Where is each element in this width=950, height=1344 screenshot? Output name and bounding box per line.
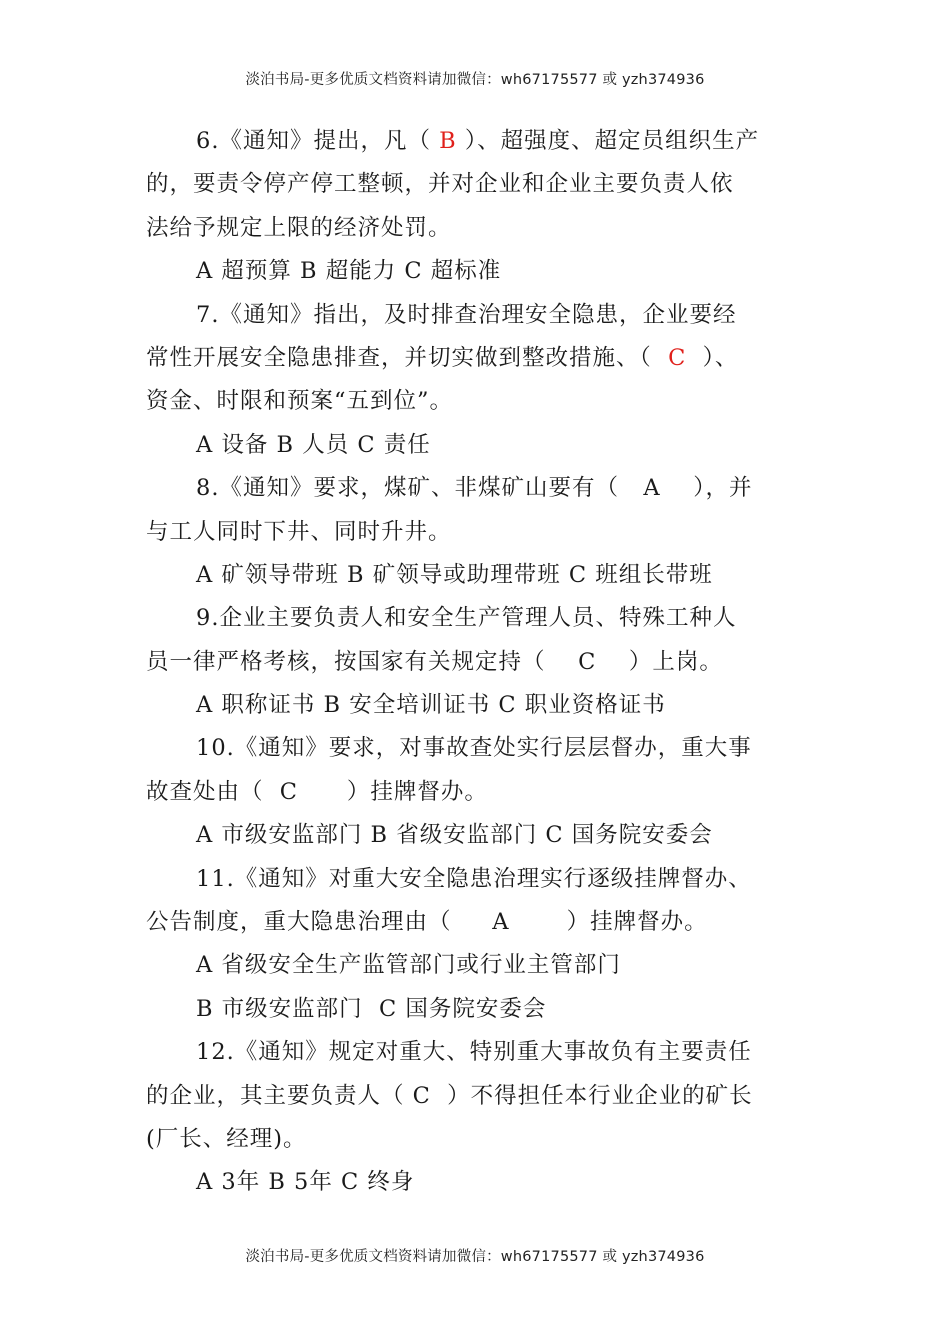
question-6-options: A 超预算 B 超能力 C 超标准: [196, 258, 502, 285]
question-11-line-1: 11.《通知》对重大安全隐患治理实行逐级挂牌督办、: [196, 865, 752, 892]
question-7-line-1: 7.《通知》指出，及时排查治理安全隐患，企业要经: [196, 301, 737, 328]
question-9-line-1: 9.企业主要负责人和安全生产管理人员、特殊工种人: [196, 605, 737, 632]
question-11-options-1: A 省级安全生产监管部门或行业主管部门: [196, 952, 621, 979]
question-11-line-2: 公告制度，重大隐患治理由（ A ）挂牌督办。: [146, 909, 708, 936]
question-12-options: A 3年 B 5年 C 终身: [196, 1169, 415, 1196]
question-10-line-1: 10.《通知》要求，对事故查处实行层层督办，重大事: [196, 735, 752, 762]
question-8-options: A 矿领导带班 B 矿领导或助理带班 C 班组长带班: [196, 561, 713, 588]
question-9-line-2: 员一律严格考核，按国家有关规定持（ C ）上岗。: [146, 648, 723, 675]
question-10-options: A 市级安监部门 B 省级安监部门 C 国务院安委会: [196, 822, 713, 849]
question-6-line-3: 法给予规定上限的经济处罚。: [146, 214, 452, 241]
question-8-line-2: 与工人同时下井、同时升井。: [146, 518, 452, 545]
answer-highlight: B: [439, 128, 457, 154]
question-12-line-1: 12.《通知》规定对重大、特别重大事故负有主要责任: [196, 1039, 752, 1066]
question-10-line-2: 故查处由（ C ）挂牌督办。: [146, 778, 488, 805]
question-9-options: A 职称证书 B 安全培训证书 C 职业资格证书: [196, 692, 666, 719]
answer-highlight: C: [668, 344, 687, 371]
question-7-line-2: 常性开展安全隐患排查，并切实做到整改措施、（ C ）、: [146, 344, 739, 371]
question-11-options-2: B 市级安监部门 C 国务院安委会: [196, 995, 547, 1022]
question-6-line-2: 的，要责令停产停工整顿，并对企业和企业主要负责人依: [146, 171, 734, 198]
question-7-options: A 设备 B 人员 C 责任: [196, 431, 431, 458]
question-8-line-1: 8.《通知》要求，煤矿、非煤矿山要有（ A ），并: [196, 475, 753, 502]
question-7-line-3: 资金、时限和预案“五到位”。: [146, 388, 454, 415]
document-body: [146, 120, 808, 1205]
question-6-line-1: 6.《通知》提出，凡（ B ）、超强度、超定员组织生产: [196, 128, 760, 154]
page-header: 淡泊书局-更多优质文档资料请加微信：wh67175577 或 yzh374936: [245, 72, 705, 88]
question-12-line-2: 的企业，其主要负责人（ C ）不得担任本行业企业的矿长: [146, 1082, 753, 1109]
question-12-line-3: (厂长、经理)。: [146, 1125, 307, 1152]
page-footer: 淡泊书局-更多优质文档资料请加微信：wh67175577 或 yzh374936: [245, 1249, 705, 1265]
